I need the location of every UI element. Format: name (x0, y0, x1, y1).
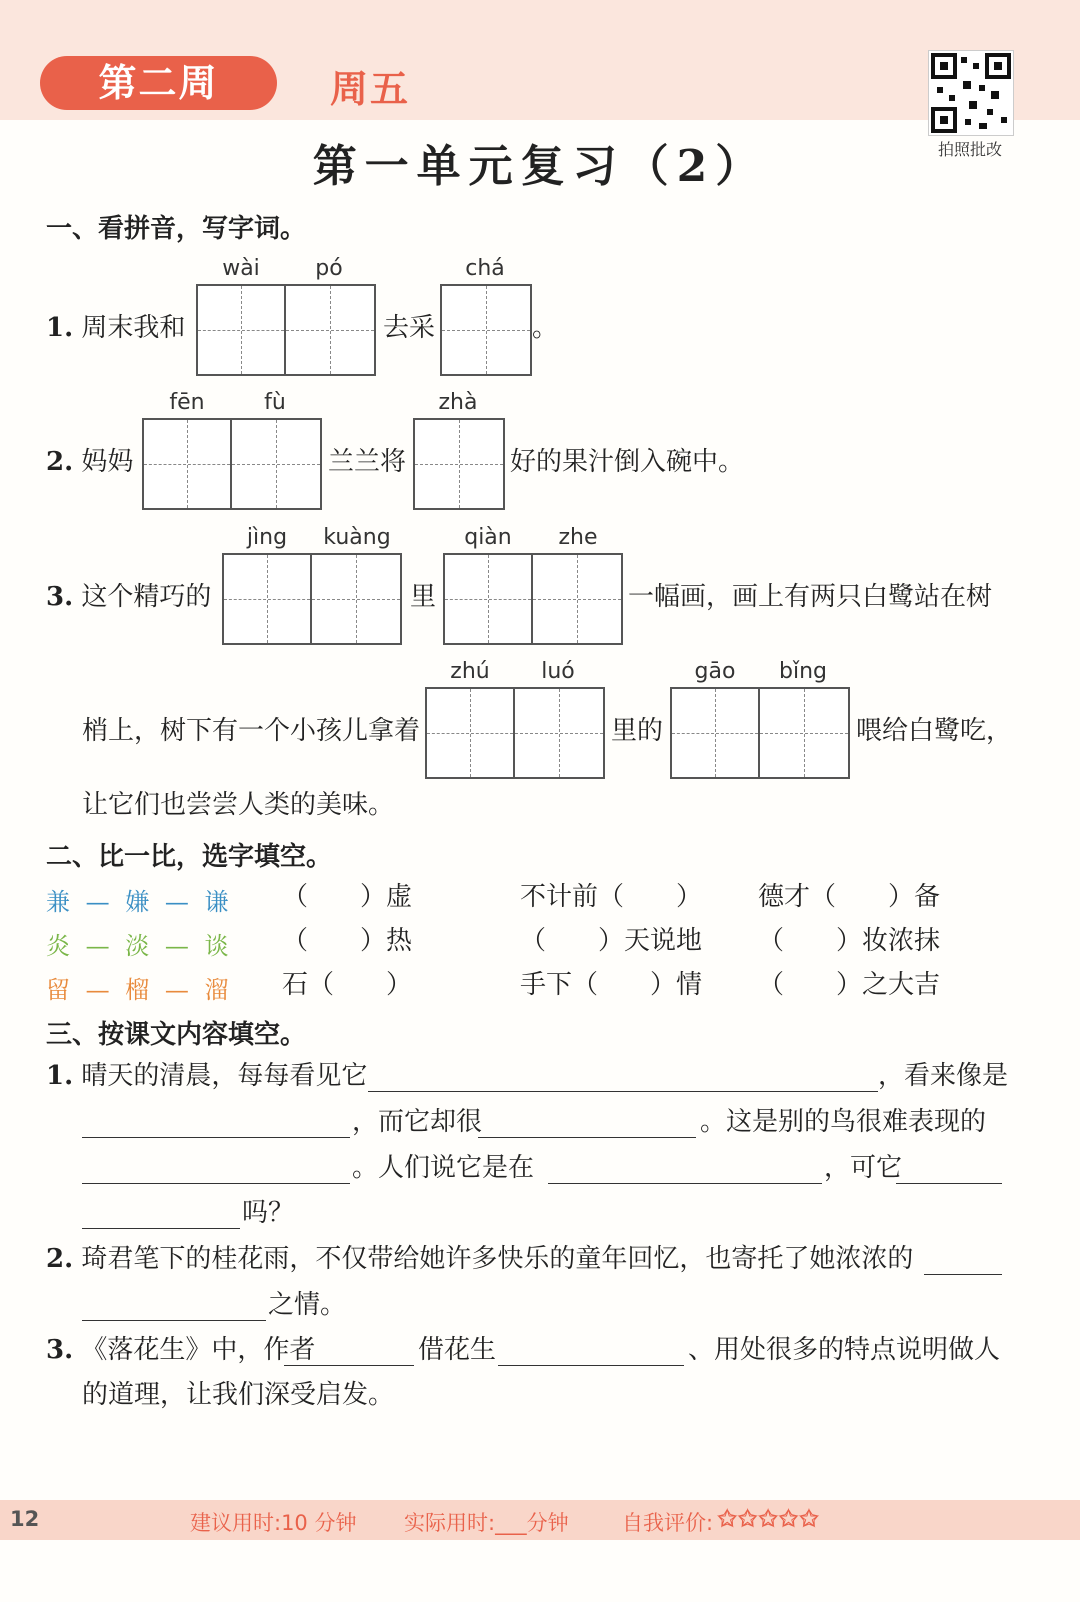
answer-box[interactable] (443, 553, 623, 645)
s3-q1-e: 。人们说它是在 (352, 1153, 535, 1183)
fill-item[interactable]: （ ）妆浓抹 (758, 926, 941, 956)
q3-mid: 里 (410, 582, 437, 612)
pinyin: zhà (438, 390, 478, 415)
q3-number: 3. (46, 582, 74, 612)
answer-box[interactable] (413, 418, 505, 510)
answer-blank[interactable] (896, 1153, 1002, 1184)
answer-blank[interactable] (368, 1061, 878, 1092)
q2-line (46, 447, 133, 477)
s3-q3-c: 、用处很多的特点说明做人 (688, 1335, 1001, 1365)
s3-q1-g: 吗？ (242, 1198, 295, 1228)
suggested-time: 建议用时:10 分钟 (190, 1511, 357, 1535)
q3-line3: 让它们也尝尝人类的美味。 (82, 790, 395, 820)
compare-chars: 兼 — 嫌 — 谦 (46, 888, 233, 916)
section2-heading: 二、比一比，选字填空。 (46, 842, 333, 872)
answer-box[interactable] (222, 553, 402, 645)
q1-mid: 去采 (383, 313, 436, 343)
pinyin: zhú (450, 659, 490, 684)
q3-post: 一幅画，画上有两只白鹭站在树 (628, 582, 993, 612)
qr-caption: 拍照批改 (937, 140, 1002, 159)
s3-q2-number: 2. (46, 1244, 74, 1274)
answer-blank[interactable] (548, 1153, 822, 1184)
q3-pre: 这个精巧的 (81, 582, 212, 612)
compare-chars: 留 — 榴 — 溜 (46, 976, 233, 1004)
s3-q1-line1 (46, 1061, 367, 1091)
fill-item[interactable]: （ ）热 (282, 926, 413, 956)
pinyin: kuàng (323, 525, 391, 550)
q3-line2-mid: 里的 (611, 716, 664, 746)
q2-number: 2. (46, 447, 74, 477)
q2-pre: 妈妈 (81, 447, 134, 477)
fill-item[interactable]: 石（ ） (282, 970, 413, 1000)
fill-item[interactable]: 不计前（ ） (520, 882, 703, 912)
s3-q1-a: 晴天的清晨，每每看见它 (81, 1061, 368, 1091)
q3-line (46, 582, 211, 612)
answer-blank[interactable] (82, 1107, 350, 1138)
s3-q3-a: 《落花生》中，作者 (81, 1335, 316, 1365)
pinyin: gāo (694, 659, 736, 684)
fill-item[interactable]: 手下（ ）情 (520, 970, 703, 1000)
q1-post: 。 (532, 313, 559, 343)
s3-q3-b: 借花生 (418, 1335, 497, 1365)
pinyin: wài (222, 256, 260, 281)
pinyin: bǐng (779, 659, 827, 684)
q1-pre: 周末我和 (81, 313, 186, 343)
q2-post: 好的果汁倒入碗中。 (510, 447, 745, 477)
q3-line2-post: 喂给白鹭吃， (856, 716, 1013, 746)
q1-line (46, 313, 185, 343)
answer-blank[interactable] (284, 1335, 414, 1366)
page-number: 12 (10, 1507, 40, 1531)
answer-box[interactable] (142, 418, 322, 510)
day-label: 周五 (330, 67, 411, 111)
pinyin: jìng (246, 525, 288, 550)
fill-item[interactable]: （ ）天说地 (520, 926, 703, 956)
s3-q1-number: 1. (46, 1061, 74, 1091)
answer-box[interactable] (440, 284, 532, 376)
week-badge: 第二周 (40, 56, 277, 110)
s3-q3-line1 (46, 1335, 315, 1365)
s3-q2-line1 (46, 1244, 913, 1274)
s3-q3-d: 的道理，让我们深受启发。 (82, 1380, 395, 1410)
actual-time[interactable]: 实际用时:___分钟 (404, 1511, 569, 1535)
s3-q1-d: 。这是别的鸟很难表现的 (700, 1107, 987, 1137)
q1-number: 1. (46, 313, 74, 343)
fill-item[interactable]: 德才（ ）备 (758, 882, 941, 912)
answer-blank[interactable] (82, 1153, 350, 1184)
answer-blank[interactable] (498, 1335, 684, 1366)
s3-q3-number: 3. (46, 1335, 74, 1365)
answer-box[interactable] (425, 687, 605, 779)
pinyin: qiàn (464, 525, 512, 550)
pinyin: fēn (169, 390, 205, 415)
answer-blank[interactable] (478, 1107, 696, 1138)
fill-item[interactable]: （ ）虚 (282, 882, 413, 912)
answer-box[interactable] (670, 687, 850, 779)
pinyin: luó (541, 659, 575, 684)
pinyin: pó (315, 256, 343, 281)
self-evaluation-label: 自我评价: (622, 1511, 714, 1535)
page-title: 第一单元复习（2） (312, 141, 768, 192)
pinyin: chá (465, 256, 505, 281)
star-rating-icon[interactable]: ✩✩✩✩✩ (718, 1507, 821, 1532)
s3-q1-b: ，看来像是 (878, 1061, 1009, 1091)
answer-box[interactable] (196, 284, 376, 376)
section1-heading: 一、看拼音，写字词。 (46, 214, 307, 244)
q3-line2-pre: 梢上，树下有一个小孩儿拿着 (82, 716, 421, 746)
pinyin: zhe (558, 525, 598, 550)
s3-q2-b: 之情。 (268, 1290, 347, 1320)
pinyin: fù (264, 390, 286, 415)
s3-q1-f: ，可它 (824, 1153, 903, 1183)
answer-blank[interactable] (82, 1198, 240, 1229)
fill-item[interactable]: （ ）之大吉 (758, 970, 941, 1000)
s3-q2-a: 琦君笔下的桂花雨，不仅带给她许多快乐的童年回忆，也寄托了她浓浓的 (81, 1244, 914, 1274)
answer-blank[interactable] (924, 1244, 1002, 1275)
qr-code-icon[interactable] (928, 50, 1014, 136)
q2-mid: 兰兰将 (328, 447, 407, 477)
answer-blank[interactable] (82, 1290, 266, 1321)
s3-q1-c: ，而它却很 (352, 1107, 483, 1137)
section3-heading: 三、按课文内容填空。 (46, 1020, 307, 1050)
compare-chars: 炎 — 淡 — 谈 (46, 932, 233, 960)
